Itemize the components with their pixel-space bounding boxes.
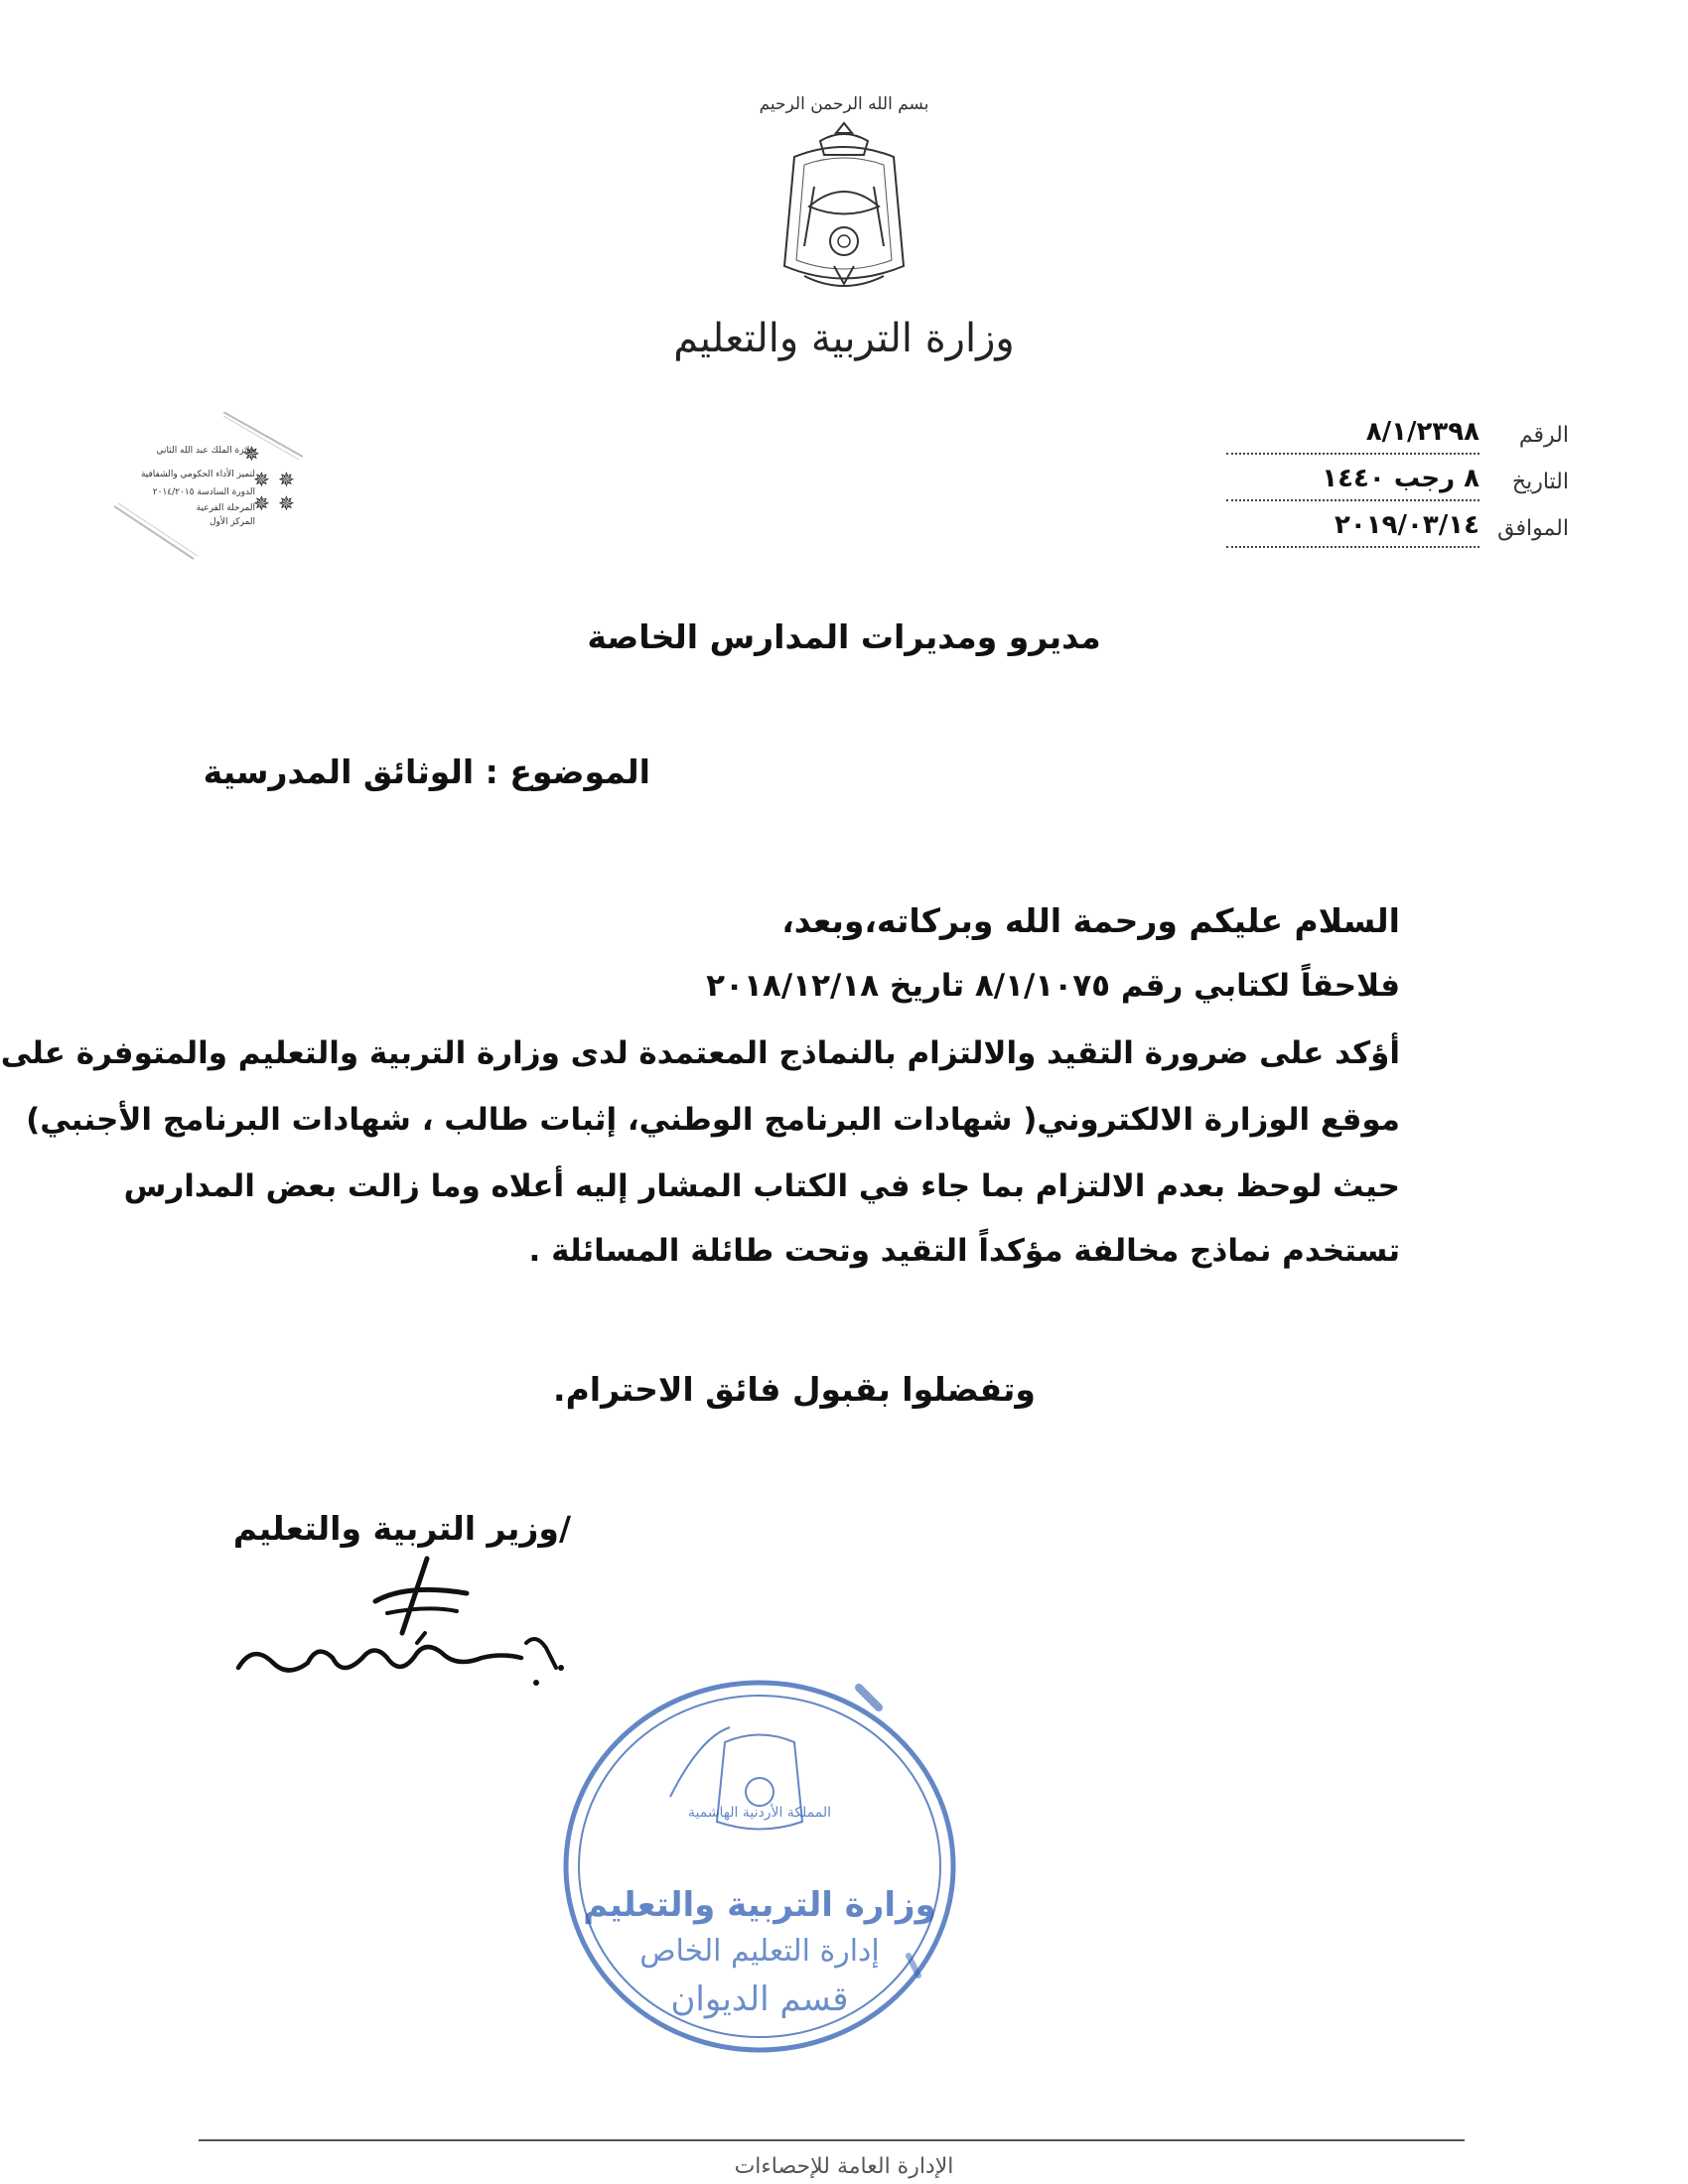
dotted-line [1226,453,1479,455]
addressee: مديرو ومديرات المدارس الخاصة [587,617,1101,656]
dotted-line [1226,499,1479,501]
jordan-coat-of-arms-icon [765,117,923,306]
gregorian-date-value: ٢٠١٩/٠٣/١٤ [1335,510,1479,540]
award-ribbon-icon [114,412,303,561]
hijri-date-row [1226,462,1569,509]
stamp-department-text: إدارة التعليم الخاص [639,1934,880,1969]
hijri-date-label: التاريخ [1511,470,1569,494]
gregorian-date-label: الموافق [1497,516,1569,541]
stamp-section-text: قسم الديوان [670,1979,849,2019]
award-text-line: المرحلة الفرعية [196,503,255,513]
dotted-line [1226,546,1479,548]
basmala-text: بسم الله الرحمن الرحيم [759,94,929,114]
award-text-line: جائزة الملك عبد الله الثاني [156,446,255,456]
king-abdullah-award-badge [114,412,303,561]
hijri-date-value: ٨ رجب ١٤٤٠ [1322,464,1479,493]
reference-number-row [1226,415,1569,463]
reference-number-label: الرقم [1518,423,1569,448]
closing-line: وتفضلوا بقبول فائق الاحترام. [553,1370,1036,1409]
subject-line: الموضوع : الوثائق المدرسية [203,752,650,791]
previous-letter-reference: فلاحقاً لكتابي رقم ٨/١/١٠٧٥ تاريخ ٢٠١٨/١٢/١٨ [706,968,1400,1004]
signer-title: /وزير التربية والتعليم [232,1509,571,1548]
award-text-line: لتميز الأداء الحكومي والشفافية [140,470,255,479]
jordan-star-icon: ✵ [253,468,270,491]
official-seal-stamp-icon [551,1668,968,2065]
body-line: تستخدم نماذج مخالفة مؤكداً التقيد وتحت طائلة المسائلة . [528,1233,1400,1269]
body-line: حيث لوحظ بعدم الالتزام بما جاء في الكتاب المشار إليه أعلاه وما زالت بعض المدارس [123,1168,1400,1204]
footer-divider [199,2139,1465,2141]
stamp-ministry-text: وزارة التربية والتعليم [583,1885,936,1925]
jordan-star-icon: ✵ [243,442,260,466]
footer-text: الإدارة العامة للإحصاءات [734,2154,954,2179]
jordan-star-icon: ✵ [278,468,295,491]
ministry-name: وزارة التربية والتعليم [673,316,1015,361]
stamp-kingdom-text: المملكة الأردنية الهاشمية [687,1805,832,1821]
reference-number-value: ٨/١/٢٣٩٨ [1365,417,1479,447]
jordan-star-icon: ✵ [253,491,270,515]
body-line: موقع الوزارة الالكتروني( شهادات البرنامج الوطني، إثبات طالب ، شهادات البرنامج الأجنبي) [26,1102,1400,1138]
award-text-line: الدورة السادسة ٢٠١٤/٢٠١٥ [152,487,255,497]
jordan-star-icon: ✵ [278,491,295,515]
award-text-line: المركز الأول [209,517,255,527]
body-line: أؤكد على ضرورة التقيد والالتزام بالنماذج المعتمدة لدى وزارة التربية والتعليم والمتوفرة على [0,1035,1400,1071]
gregorian-date-row [1226,508,1569,556]
handwritten-signature-icon [228,1613,586,1703]
greeting: السلام عليكم ورحمة الله وبركاته،وبعد، [781,901,1400,940]
